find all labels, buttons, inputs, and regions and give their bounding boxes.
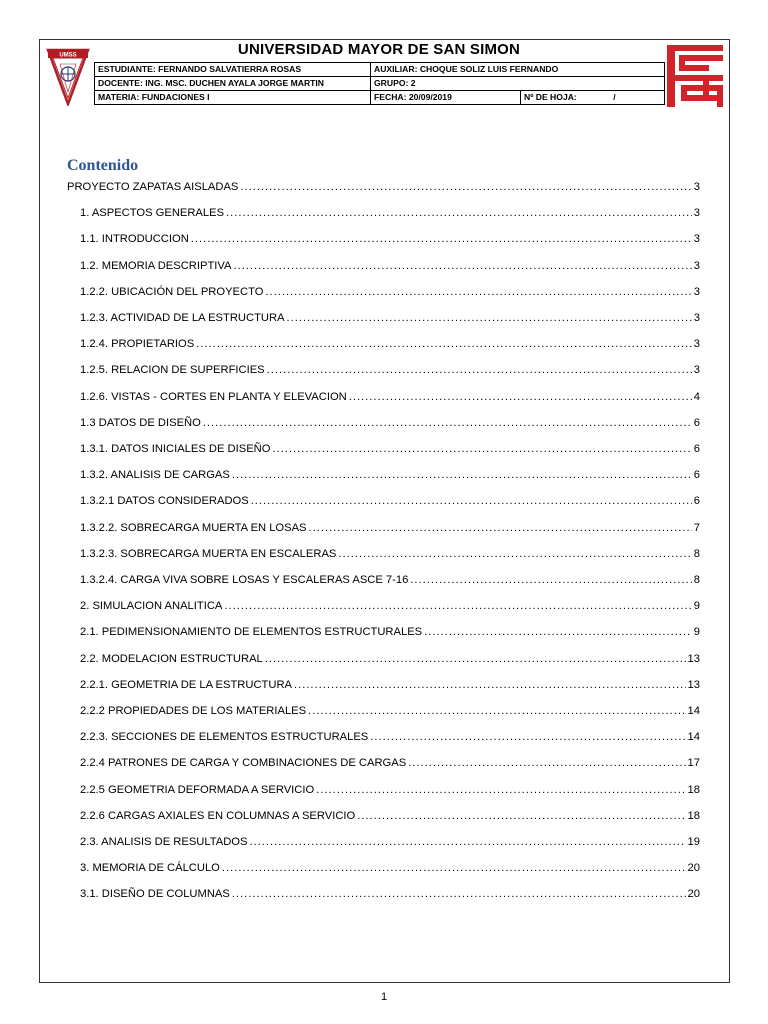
toc-entry-page: 6 [693, 443, 700, 455]
toc-entry-page: 13 [687, 652, 700, 665]
toc-entry-page: 13 [687, 678, 700, 691]
toc-entry-title: PROYECTO ZAPATAS AISLADAS [67, 181, 239, 193]
toc-entry-title: 1.2.6. VISTAS - CORTES EN PLANTA Y ELEVACION [80, 390, 347, 403]
toc-entry[interactable] [67, 704, 700, 718]
page-number: 1 [380, 991, 388, 1003]
toc-entry[interactable] [67, 625, 700, 639]
toc-entry-leader [308, 704, 685, 718]
toc-entry[interactable] [67, 861, 700, 875]
toc-entry-title: 2.2.5 GEOMETRIA DEFORMADA A SERVICIO [80, 783, 315, 796]
toc-entry-title: 1.3.2. ANALISIS DE CARGAS [80, 469, 230, 482]
toc-entry-title: 1. ASPECTOS GENERALES [80, 207, 225, 220]
toc-entry-title: 2.2. MODELACION ESTRUCTURAL [80, 652, 263, 665]
toc-entry-title: 1.3.2.2. SOBRECARGA MUERTA EN LOSAS [80, 521, 307, 534]
toc-entry-page: 7 [693, 521, 700, 534]
toc-entry-leader [370, 730, 685, 744]
toc-entry-page: 8 [693, 547, 700, 560]
toc-entry[interactable] [67, 206, 700, 220]
toc-entry-page: 6 [693, 495, 700, 508]
docente-cell: DOCENTE: ING. MSC. DUCHEN AYALA JORGE MARTIN [95, 77, 371, 91]
toc-entry-leader [203, 416, 692, 430]
toc-entry-leader [196, 337, 692, 351]
hoja-cell [521, 91, 665, 105]
toc-entry-leader [316, 783, 685, 797]
toc-entry-title: 1.2. MEMORIA DESCRIPTIVA [80, 259, 232, 272]
toc-entry-leader [232, 887, 686, 901]
toc-entry[interactable] [67, 756, 700, 770]
toc-entry[interactable] [67, 180, 700, 194]
toc-heading: Contenido [67, 157, 139, 174]
svg-text:UMSS: UMSS [59, 52, 77, 59]
toc-entry-page: 3 [693, 312, 700, 324]
toc-entry[interactable] [67, 468, 700, 482]
toc-entry-page: 3 [693, 285, 700, 298]
toc-entry-leader [233, 259, 691, 273]
toc-entry-leader [251, 494, 692, 508]
toc-entry[interactable] [67, 311, 700, 325]
faculty-logo [667, 45, 723, 107]
toc-entry-leader [349, 390, 692, 404]
grupo-cell: GRUPO: 2 [371, 77, 665, 91]
toc-entry-page: 17 [687, 757, 700, 770]
toc-entry[interactable] [67, 783, 700, 797]
toc-entry-title: 2.2.1. GEOMETRIA DE LA ESTRUCTURA [80, 678, 292, 691]
toc-entry-title: 1.3.2.4. CARGA VIVA SOBRE LOSAS Y ESCALERAS ASCE 7-16 [80, 574, 409, 586]
toc-entry-title: 3. MEMORIA DE CÁLCULO [80, 862, 220, 875]
toc-entry-title: 1.2.5. RELACION DE SUPERFICIES [80, 364, 265, 377]
umss-logo [46, 48, 90, 106]
toc-entry-page: 9 [693, 626, 700, 639]
auxiliar-cell: AUXILIAR: CHOQUE SOLIZ LUIS FERNANDO [371, 63, 665, 77]
toc-entry-title: 1.3.2.1 DATOS CONSIDERADOS [80, 495, 249, 508]
toc-entry-title: 2.3. ANALISIS DE RESULTADOS [80, 836, 248, 848]
toc-entry[interactable] [67, 390, 700, 404]
toc-entry-leader [191, 232, 692, 246]
toc-entry-page: 6 [693, 469, 700, 482]
toc-entry-page: 20 [687, 888, 700, 901]
toc-entry-title: 2.2.4 PATRONES DE CARGA Y COMBINACIONES DE CARGAS [80, 757, 407, 770]
toc-entry-leader [222, 861, 686, 875]
toc-entry-leader [224, 599, 691, 613]
toc-entry-page: 3 [693, 181, 700, 193]
toc-entry-page: 9 [693, 600, 700, 613]
fecha-cell: FECHA: 20/09/2019 [371, 91, 521, 105]
toc-entry-page: 3 [693, 364, 700, 377]
toc-entry-title: 1.3.1. DATOS INICIALES DE DISEÑO [80, 443, 271, 455]
toc-entry-title: 2.2.6 CARGAS AXIALES EN COLUMNAS A SERVICIO [80, 809, 356, 822]
toc-entry-page: 14 [687, 705, 700, 717]
toc-entry-title: 3.1. DISEÑO DE COLUMNAS [80, 888, 230, 901]
toc-entry-page: 18 [687, 783, 700, 796]
toc-entry[interactable] [67, 730, 700, 744]
hoja-value: / [613, 92, 616, 102]
toc-entry[interactable] [67, 835, 700, 849]
toc-entry-leader [272, 442, 691, 456]
toc-entry[interactable] [67, 337, 700, 351]
toc-entry[interactable] [67, 416, 700, 430]
toc-entry[interactable] [67, 442, 700, 456]
toc-entry-page: 14 [687, 731, 700, 744]
toc-entry-leader [338, 547, 691, 561]
toc-entry-title: 1.3 DATOS DE DISEÑO [80, 416, 201, 429]
toc-entry-title: 1.1. INTRODUCCION [80, 233, 189, 246]
toc-entry[interactable] [67, 232, 700, 246]
toc-entry[interactable] [67, 678, 700, 692]
toc-entry-page: 6 [693, 416, 700, 429]
materia-cell: MATERIA: FUNDACIONES I [95, 91, 371, 105]
toc-entry-page: 4 [693, 390, 700, 403]
toc-entry-leader [357, 809, 685, 823]
toc-entry[interactable] [67, 285, 700, 299]
toc-entry-leader [232, 468, 692, 482]
toc-entry[interactable] [67, 652, 700, 666]
toc-entry-title: 2.2.3. SECCIONES DE ELEMENTOS ESTRUCTURALES [80, 731, 369, 744]
toc-entry-leader [267, 363, 692, 377]
toc-entry-leader [424, 625, 692, 639]
toc-entry-leader [408, 756, 685, 770]
toc-entry-title: 1.3.2.3. SOBRECARGA MUERTA EN ESCALERAS [80, 547, 337, 560]
toc-entry[interactable] [67, 573, 700, 587]
toc-entry-page: 3 [693, 207, 700, 220]
header-info-table [94, 62, 665, 105]
toc-entry-title: 2.1. PEDIMENSIONAMIENTO DE ELEMENTOS ESTRUCTURALES [80, 626, 423, 639]
toc-entry[interactable] [67, 887, 700, 901]
toc-entry[interactable] [67, 599, 700, 613]
toc-entry-leader [249, 835, 685, 849]
toc-entry-title: 2. SIMULACION ANALITICA [80, 600, 223, 613]
estudiante-cell: ESTUDIANTE: FERNANDO SALVATIERRA ROSAS [95, 63, 371, 77]
toc-entry[interactable] [67, 547, 700, 561]
toc-entry-title: 1.2.2. UBICACIÓN DEL PROYECTO [80, 285, 264, 298]
toc-entry-leader [265, 285, 691, 299]
toc-entry-page: 8 [693, 574, 700, 586]
toc-entry-page: 18 [687, 809, 700, 822]
toc-entry[interactable] [67, 521, 700, 535]
hoja-label: Nº DE HOJA: [524, 92, 577, 102]
toc-entry-leader [294, 678, 686, 692]
toc-entry[interactable] [67, 809, 700, 823]
toc-entry-title: 2.2.2 PROPIEDADES DE LOS MATERIALES [80, 705, 307, 717]
toc-entry-leader [287, 311, 692, 325]
toc-entry-leader [265, 652, 686, 666]
toc-entry-page: 3 [693, 338, 700, 351]
toc-entry-leader [410, 573, 691, 587]
toc-entry-page: 3 [693, 259, 700, 272]
toc-entry-page: 3 [693, 233, 700, 246]
toc-entry-title: 1.2.3. ACTIVIDAD DE LA ESTRUCTURA [80, 312, 285, 324]
toc-entry-title: 1.2.4. PROPIETARIOS [80, 338, 195, 351]
toc-entry[interactable] [67, 259, 700, 273]
toc-entry-page: 20 [687, 862, 700, 875]
toc-entry-leader [226, 206, 692, 220]
university-title: UNIVERSIDAD MAYOR DE SAN SIMON [237, 41, 521, 58]
toc-entry-page: 19 [687, 836, 700, 848]
toc-entry-leader [309, 521, 692, 535]
toc-entry-leader [240, 180, 691, 194]
toc-entry[interactable] [67, 494, 700, 508]
toc-entry[interactable] [67, 363, 700, 377]
